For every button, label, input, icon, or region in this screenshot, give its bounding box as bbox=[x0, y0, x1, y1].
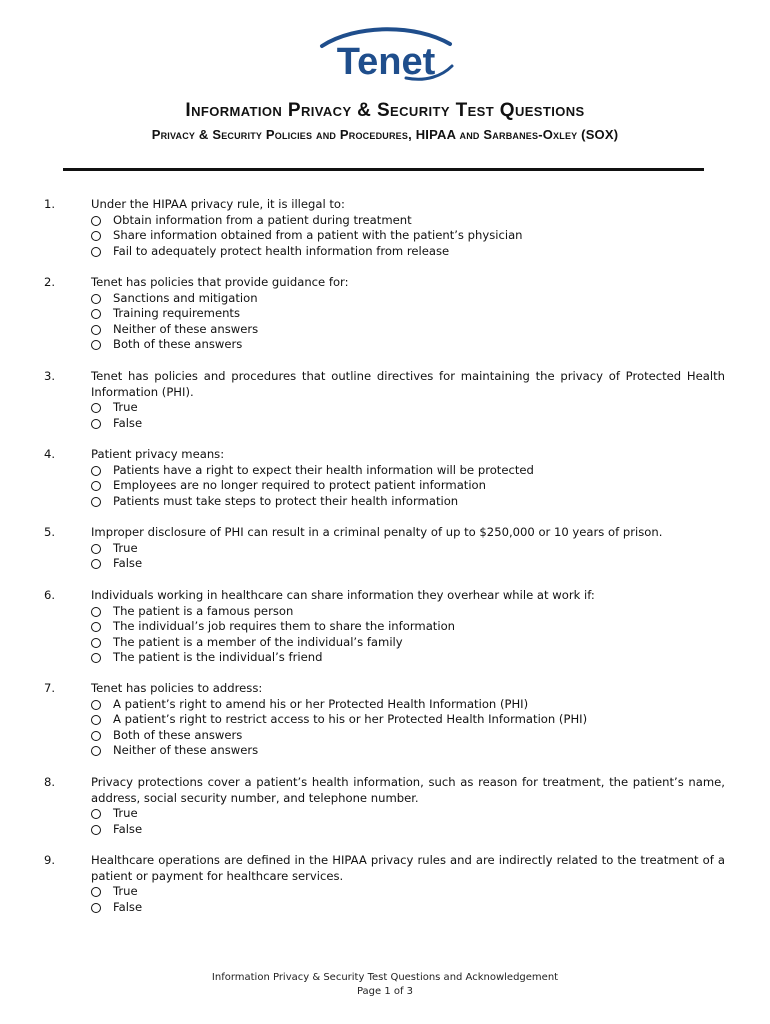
radio-circle-icon[interactable] bbox=[91, 294, 101, 304]
question-text: Patient privacy means: bbox=[91, 447, 225, 461]
option-label: True bbox=[113, 884, 138, 899]
question-number: 4. bbox=[44, 447, 56, 461]
radio-circle-icon[interactable] bbox=[91, 887, 101, 897]
question-text: Improper disclosure of PHI can result in a criminal penalty of up to $250,000 or 10 years of prison. bbox=[91, 525, 663, 539]
option-label: True bbox=[113, 540, 138, 555]
answer-option[interactable] bbox=[91, 291, 725, 307]
question-number: 3. bbox=[44, 369, 56, 383]
question-text: Under the HIPAA privacy rule, it is illegal to: bbox=[91, 197, 345, 211]
option-label: The patient is a famous person bbox=[113, 603, 294, 618]
divider bbox=[63, 168, 704, 171]
radio-circle-icon[interactable] bbox=[91, 559, 101, 569]
question-number: 9. bbox=[44, 853, 56, 867]
answer-option[interactable] bbox=[91, 400, 725, 416]
answer-option[interactable] bbox=[91, 463, 725, 479]
option-label: A patient’s right to restrict access to his or her Protected Health Information (PHI) bbox=[113, 712, 588, 727]
option-label: Fail to adequately protect health information from release bbox=[113, 243, 450, 258]
option-label: True bbox=[113, 806, 138, 821]
question-number: 5. bbox=[44, 525, 56, 539]
question-number: 7. bbox=[44, 681, 56, 695]
option-label: A patient’s right to amend his or her Protected Health Information (PHI) bbox=[113, 696, 529, 711]
option-label: Both of these answers bbox=[113, 727, 243, 742]
page-number: Page 1 of 3 bbox=[356, 986, 414, 997]
option-label: Neither of these answers bbox=[113, 321, 259, 336]
radio-circle-icon[interactable] bbox=[91, 247, 101, 257]
option-label: Patients have a right to expect their health information will be protected bbox=[113, 462, 534, 477]
page-subtitle: Privacy & Security Policies and Procedures, HIPAA and Sarbanes-Oxley (SOX) bbox=[151, 127, 619, 142]
option-label: Training requirements bbox=[113, 306, 241, 321]
logo-text: Tenet bbox=[336, 41, 436, 83]
radio-circle-icon[interactable] bbox=[91, 419, 101, 429]
option-label: Both of these answers bbox=[113, 337, 243, 352]
question-number: 8. bbox=[44, 775, 56, 789]
option-label: The individual’s job requires them to share the information bbox=[113, 619, 456, 634]
radio-circle-icon[interactable] bbox=[91, 653, 101, 663]
answer-option[interactable] bbox=[91, 228, 725, 244]
option-label: Share information obtained from a patient with the patient’s physician bbox=[113, 228, 523, 243]
answer-option[interactable] bbox=[91, 213, 725, 229]
option-label: Employees are no longer required to protect patient information bbox=[113, 478, 487, 493]
radio-circle-icon[interactable] bbox=[91, 481, 101, 491]
answer-option[interactable] bbox=[91, 478, 725, 494]
answer-option[interactable] bbox=[91, 619, 725, 635]
answer-option[interactable] bbox=[91, 635, 725, 651]
question-text: Tenet has policies that provide guidance for: bbox=[91, 275, 349, 289]
answer-option[interactable] bbox=[91, 884, 725, 900]
option-label: True bbox=[113, 400, 138, 415]
answer-option[interactable] bbox=[91, 556, 725, 572]
answer-option[interactable] bbox=[91, 743, 725, 759]
answer-option[interactable] bbox=[91, 416, 725, 432]
question-text: Healthcare operations are defined in the HIPAA privacy rules and are indirectly related to the treatment of a patient or payment for healthcare services. bbox=[91, 853, 725, 883]
answer-option[interactable] bbox=[91, 806, 725, 822]
radio-circle-icon[interactable] bbox=[91, 231, 101, 241]
option-label: Patients must take steps to protect their health information bbox=[113, 493, 459, 508]
option-label: False bbox=[113, 556, 143, 571]
page-footer bbox=[0, 971, 770, 999]
radio-circle-icon[interactable] bbox=[91, 340, 101, 350]
option-label: The patient is the individual’s friend bbox=[113, 650, 323, 665]
answer-option[interactable] bbox=[91, 604, 725, 620]
option-label: The patient is a member of the individual’s family bbox=[113, 634, 403, 649]
answer-option[interactable] bbox=[91, 322, 725, 338]
radio-circle-icon[interactable] bbox=[91, 544, 101, 554]
radio-circle-icon[interactable] bbox=[91, 638, 101, 648]
answer-option[interactable] bbox=[91, 494, 725, 510]
radio-circle-icon[interactable] bbox=[91, 825, 101, 835]
tenet-logo bbox=[316, 26, 456, 88]
answer-option[interactable] bbox=[91, 650, 725, 666]
radio-circle-icon[interactable] bbox=[91, 497, 101, 507]
question-number: 2. bbox=[44, 275, 56, 289]
answer-option[interactable] bbox=[91, 728, 725, 744]
radio-circle-icon[interactable] bbox=[91, 903, 101, 913]
page-title: Information Privacy & Security Test Questions bbox=[185, 100, 585, 121]
question-text: Tenet has policies and procedures that outline directives for maintaining the privacy of Protected Health Information (PHI). bbox=[91, 369, 725, 399]
question-text: Individuals working in healthcare can share information they overhear while at work if: bbox=[91, 588, 595, 602]
radio-circle-icon[interactable] bbox=[91, 403, 101, 413]
answer-option[interactable] bbox=[91, 244, 725, 260]
radio-circle-icon[interactable] bbox=[91, 466, 101, 476]
answer-option[interactable] bbox=[91, 900, 725, 916]
footer-title: Information Privacy & Security Test Questions and Acknowledgement bbox=[211, 972, 559, 983]
answer-option[interactable] bbox=[91, 822, 725, 838]
option-label: False bbox=[113, 821, 143, 836]
answer-option[interactable] bbox=[91, 697, 725, 713]
answer-option[interactable] bbox=[91, 337, 725, 353]
radio-circle-icon[interactable] bbox=[91, 809, 101, 819]
answer-option[interactable] bbox=[91, 306, 725, 322]
question-number: 6. bbox=[44, 588, 56, 602]
option-label: False bbox=[113, 899, 143, 914]
radio-circle-icon[interactable] bbox=[91, 216, 101, 226]
radio-circle-icon[interactable] bbox=[91, 325, 101, 335]
option-label: Neither of these answers bbox=[113, 743, 259, 758]
option-label: Obtain information from a patient during treatment bbox=[113, 212, 412, 227]
radio-circle-icon[interactable] bbox=[91, 715, 101, 725]
radio-circle-icon[interactable] bbox=[91, 607, 101, 617]
radio-circle-icon[interactable] bbox=[91, 731, 101, 741]
question-text: Privacy protections cover a patient’s health information, such as reason for treatment, the patient’s name, address, social security number, and telephone number. bbox=[91, 775, 725, 805]
question-text: Tenet has policies to address: bbox=[91, 681, 263, 695]
radio-circle-icon[interactable] bbox=[91, 700, 101, 710]
radio-circle-icon[interactable] bbox=[91, 622, 101, 632]
radio-circle-icon[interactable] bbox=[91, 309, 101, 319]
option-label: Sanctions and mitigation bbox=[113, 290, 258, 305]
answer-option[interactable] bbox=[91, 541, 725, 557]
radio-circle-icon[interactable] bbox=[91, 746, 101, 756]
answer-option[interactable] bbox=[91, 712, 725, 728]
option-label: False bbox=[113, 415, 143, 430]
question-number: 1. bbox=[44, 197, 56, 211]
